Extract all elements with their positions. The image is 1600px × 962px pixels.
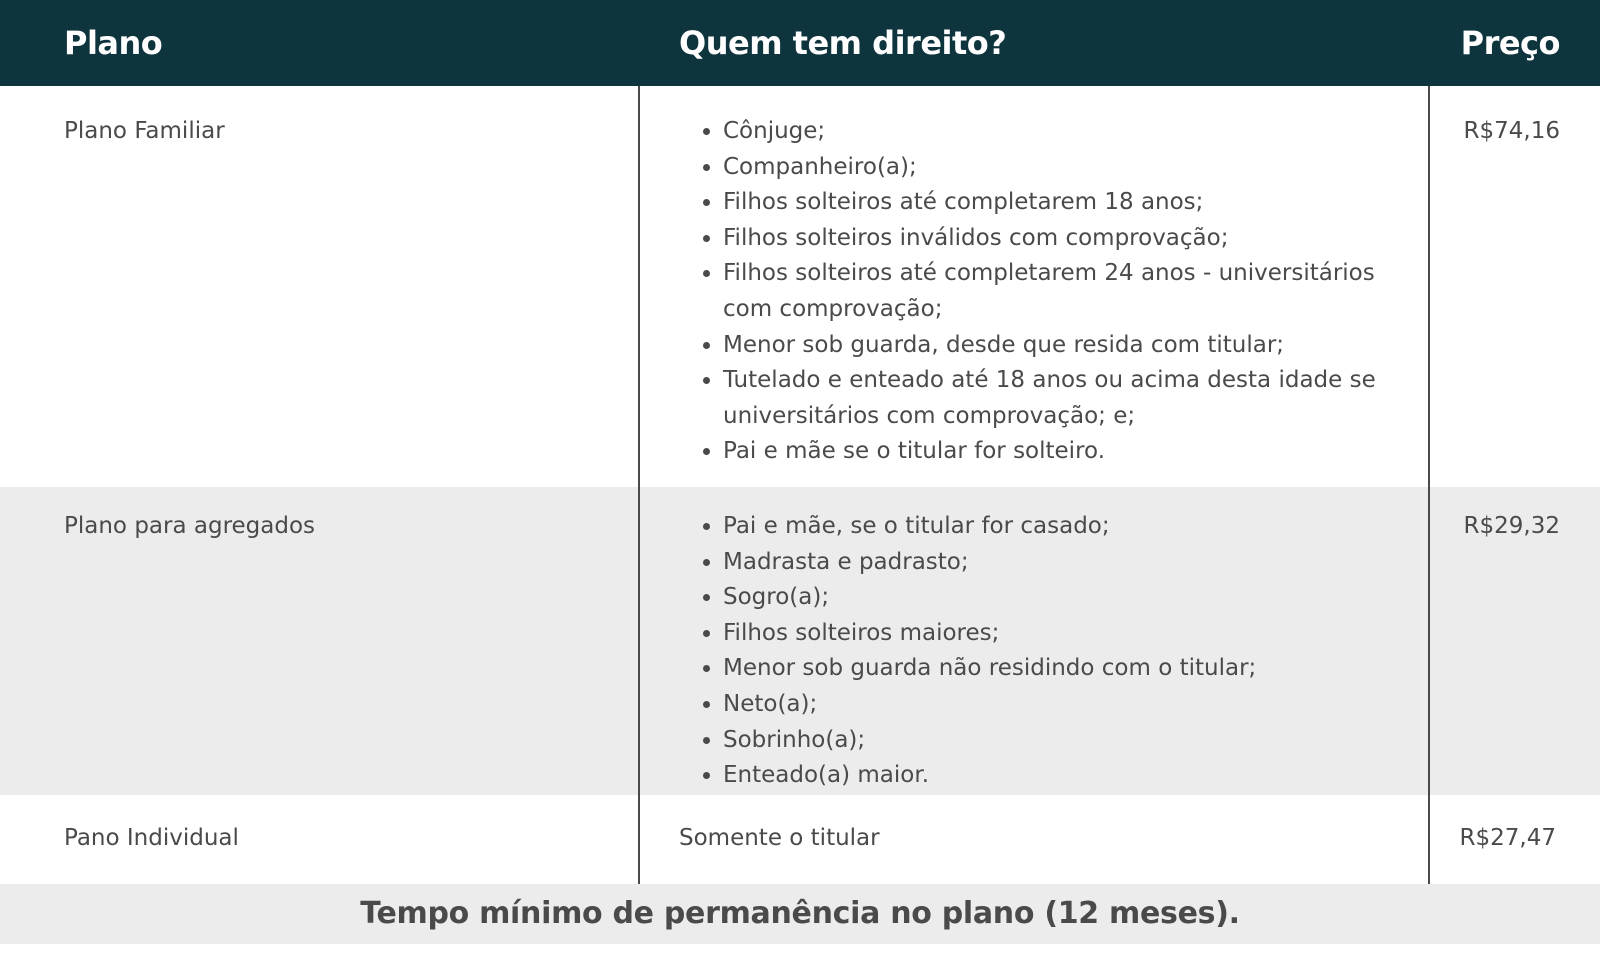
- eligibility-list: [679, 509, 1379, 794]
- table-row: [0, 795, 1600, 884]
- plan-name: Plano para agregados: [64, 513, 316, 539]
- list-item: • Cônjuge;: [723, 114, 1379, 150]
- list-item: • Filhos solteiros até completarem 24 anos - universitários com comprovação;: [723, 256, 1379, 327]
- header-plan: Plano: [64, 24, 163, 62]
- list-item: • Companheiro(a);: [723, 150, 1379, 186]
- list-item: • Pai e mãe, se o titular for casado;: [723, 509, 1379, 545]
- plan-price: R$27,47: [1459, 825, 1556, 851]
- eligibility-list: [679, 114, 1379, 470]
- plan-price: R$29,32: [1463, 513, 1560, 539]
- list-item: • Filhos solteiros maiores;: [723, 616, 1379, 652]
- eligibility-text: Somente o titular: [679, 825, 880, 851]
- list-item: • Sogro(a);: [723, 580, 1379, 616]
- list-item: • Pai e mãe se o titular for solteiro.: [723, 434, 1379, 470]
- list-item: • Filhos solteiros até completarem 18 anos;: [723, 185, 1379, 221]
- list-item: • Neto(a);: [723, 687, 1379, 723]
- plan-price: R$74,16: [1463, 118, 1560, 144]
- table-row: [0, 487, 1600, 795]
- list-item: • Menor sob guarda não residindo com o titular;: [723, 651, 1379, 687]
- plan-name: Plano Familiar: [64, 118, 225, 144]
- list-item: • Filhos solteiros inválidos com comprovação;: [723, 221, 1379, 257]
- list-item: • Sobrinho(a);: [723, 723, 1379, 759]
- column-divider: [638, 86, 640, 884]
- plan-name: Pano Individual: [64, 825, 239, 851]
- list-item: • Menor sob guarda, desde que resida com titular;: [723, 328, 1379, 364]
- table-row: [0, 86, 1600, 487]
- header-who: Quem tem direito?: [679, 24, 1007, 62]
- footer-note: Tempo mínimo de permanência no plano (12 meses).: [0, 884, 1600, 944]
- list-item: • Enteado(a) maior.: [723, 758, 1379, 794]
- table-header: [0, 0, 1600, 86]
- header-price: Preço: [1460, 24, 1560, 62]
- list-item: • Madrasta e padrasto;: [723, 545, 1379, 581]
- list-item: • Tutelado e enteado até 18 anos ou acima desta idade se universitários com comprovação; e;: [723, 363, 1379, 434]
- column-divider: [1428, 86, 1430, 884]
